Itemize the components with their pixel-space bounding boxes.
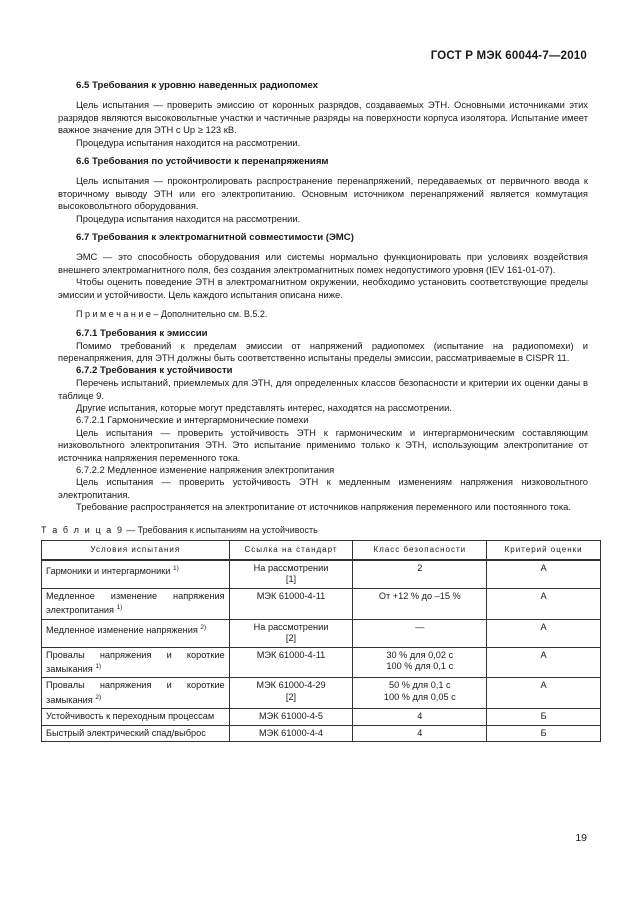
column-header-reference: Ссылка на стандарт (229, 541, 353, 561)
cell-class (353, 678, 487, 709)
section-6-6-paragraph-2: Процедура испытания находится на рассмотрении. (76, 212, 301, 224)
section-6-7-2-title: 6.7.2 Требования к устойчивости (76, 364, 233, 376)
section-6-6-paragraph-1: Цель испытания — проконтролировать распространение перенапряжений, передаваемых от первичного ввода к вторичному выводу ЭТН или его электропитанию. Основным источником перенапряжений является коммутация высоковольтного оборудования. (58, 175, 588, 212)
note-label: П р и м е ч а н и е (76, 309, 151, 320)
class-text: 4 (417, 727, 423, 738)
cell-reference (229, 560, 353, 588)
cell-criterion: А (487, 678, 601, 709)
reference-text: МЭК 61000-4-5 (258, 711, 324, 722)
cell-criterion: Б (487, 709, 601, 725)
table-caption (41, 524, 588, 536)
cell-criterion: А (487, 619, 601, 647)
section-6-7-1-paragraph-1: Помимо требований к пределам эмиссии от напряжений радиопомех (испытание на радиопомехи) и перенапряжения, для ЭТН должны быть соответственно испытаны пределы эмиссии, рассматриваемые в CISPR 11. (58, 339, 588, 364)
immunity-requirements-table (41, 540, 601, 742)
class-text: 2 (417, 563, 423, 573)
condition-text: Гармоники и интергармоники (46, 566, 171, 577)
table-caption-label: Т а б л и ц а 9 (41, 524, 124, 535)
table-row (42, 725, 601, 741)
cell-reference (229, 647, 353, 678)
table-caption-text: — Требования к испытаниям на устойчивость (123, 524, 318, 535)
page-number: 19 (575, 832, 587, 844)
condition-text: Медленное изменение напряжения электропитания (46, 590, 225, 616)
cell-condition (42, 588, 230, 619)
column-header-class: Класс безопасности (353, 541, 487, 561)
document-header: ГОСТ Р МЭК 60044-7—2010 (430, 50, 587, 62)
footnote-marker: 1) (95, 662, 102, 670)
section-6-7-2-paragraph-2: Другие испытания, которые могут представлять интерес, находятся на рассмотрении. (76, 401, 452, 413)
table-row (42, 588, 601, 619)
section-6-7-2-2-paragraph-2: Требование распространяется на электропитание от источников напряжения переменного или постоянного тока. (76, 501, 571, 513)
section-6-5-title: 6.5 Требования к уровню наведенных радиопомех (76, 80, 319, 91)
section-6-7-paragraph-1: ЭМС — это способность оборудования или системы нормально функционировать при условиях воздействия внешнего электромагнитного поля, без создания электромагнитных помех недопустимого уровня (IEV 161-01-07). (58, 251, 588, 275)
condition-text: Быстрый электрический спад/выброс (46, 727, 206, 738)
cell-class (353, 619, 487, 647)
cell-condition (42, 619, 230, 647)
table-row (42, 619, 601, 647)
section-6-7-2-2-title: 6.7.2.2 Медленное изменение напряжения электропитания (76, 463, 335, 475)
class-text: От +12 % до –15 % (378, 590, 461, 601)
condition-text: Медленное изменение напряжения (46, 624, 198, 635)
reference-bracket: [2] (285, 691, 297, 702)
cell-criterion: А (487, 560, 601, 588)
section-6-6-title: 6.6 Требования по устойчивости к перенапряжениям (76, 156, 329, 168)
cell-class (353, 709, 487, 725)
table-row (42, 560, 601, 588)
class-text-2: 100 % для 0,05 с (383, 691, 456, 702)
cell-reference (229, 588, 353, 619)
table-row (42, 647, 601, 678)
reference-text: МЭК 61000-4-29 (256, 680, 326, 691)
cell-condition (42, 647, 230, 678)
cell-class (353, 560, 487, 588)
footnote-marker: 1) (116, 604, 123, 612)
section-6-7-2-1-title: 6.7.2.1 Гармонические и интергармонические помехи (76, 414, 309, 426)
cell-condition (42, 678, 230, 709)
table-row (42, 678, 601, 709)
section-6-7-title: 6.7 Требования к электромагнитной совместимости (ЭМС) (76, 232, 354, 244)
section-6-5-paragraph-2: Процедура испытания находится на рассмотрении. (76, 136, 301, 148)
cell-criterion: А (487, 588, 601, 619)
section-6-7-2-2-paragraph-1: Цель испытания — проверить устойчивость ЭТН к медленным изменениям напряжения низковольтного электропитания. (58, 476, 588, 500)
cell-reference (229, 725, 353, 741)
class-text: 50 % для 0,1 с (388, 680, 451, 691)
condition-text: Провалы напряжения и короткие замыкания (46, 680, 225, 705)
class-text: 30 % для 0,02 с (386, 649, 454, 660)
page-content (41, 80, 588, 742)
condition-text: Провалы напряжения и короткие замыкания (46, 649, 225, 674)
cell-class (353, 588, 487, 619)
reference-text: На рассмотрении (253, 621, 329, 632)
cell-reference (229, 619, 353, 647)
reference-text: МЭК 61000-4-4 (258, 727, 324, 738)
class-text: — (415, 621, 425, 632)
reference-bracket: [2] (285, 633, 297, 644)
class-text: 4 (417, 711, 423, 722)
reference-text: На рассмотрении (253, 563, 329, 573)
cell-class (353, 725, 487, 741)
section-6-7-paragraph-2: Чтобы оценить поведение ЭТН в электромагнитном окружении, необходимо установить соответствующие пределы эмиссии и устойчивости. Цель каждого испытания описана ниже. (58, 276, 588, 300)
cell-reference (229, 678, 353, 709)
reference-text: МЭК 61000-4-11 (256, 649, 326, 660)
footnote-marker: 2) (200, 623, 207, 631)
table-row (42, 709, 601, 725)
column-header-criterion: Критерий оценки (487, 541, 601, 561)
cell-condition (42, 709, 230, 725)
note-text: – Дополнительно см. В.5.2. (150, 309, 268, 320)
footnote-marker: 2) (95, 693, 102, 701)
cell-criterion: Б (487, 725, 601, 741)
condition-text: Устойчивость к переходным процессам (46, 711, 215, 722)
class-text-2: 100 % для 0,1 с (386, 660, 454, 671)
reference-bracket: [1] (285, 574, 297, 585)
section-6-7-1-title: 6.7.1 Требования к эмиссии (76, 327, 208, 339)
cell-class (353, 647, 487, 678)
cell-criterion: А (487, 647, 601, 678)
cell-reference (229, 709, 353, 725)
reference-text: МЭК 61000-4-11 (256, 590, 326, 601)
cell-condition (42, 725, 230, 741)
cell-condition (42, 560, 230, 588)
section-6-7-note (58, 308, 588, 320)
section-6-7-2-1-paragraph: Цель испытания — проверить устойчивость ЭТН к гармоническим и интергармоническим составляющим низковольтного электропитания ЭТН. Это испытание применимо только к ЭТН, использующим электропитание от источника напряжения переменного тока. (58, 426, 588, 463)
section-6-7-2-paragraph-1: Перечень испытаний, приемлемых для ЭТН, для определенных классов безопасности и критерии их оценки даны в таблице 9. (58, 377, 588, 401)
column-header-conditions: Условия испытания (42, 541, 230, 561)
table-header-row (42, 541, 601, 561)
footnote-marker: 1) (172, 565, 179, 572)
section-6-5-paragraph-1: Цель испытания — проверить эмиссию от коронных разрядов, создаваемых ЭТН. Основными источниками этих разрядов являются высоковольтные участки и частичные разряды на поверхности корпуса изолятора. Испытание имеет важное значение для ЭТН с Up ≥ 123 кВ. (58, 99, 588, 136)
